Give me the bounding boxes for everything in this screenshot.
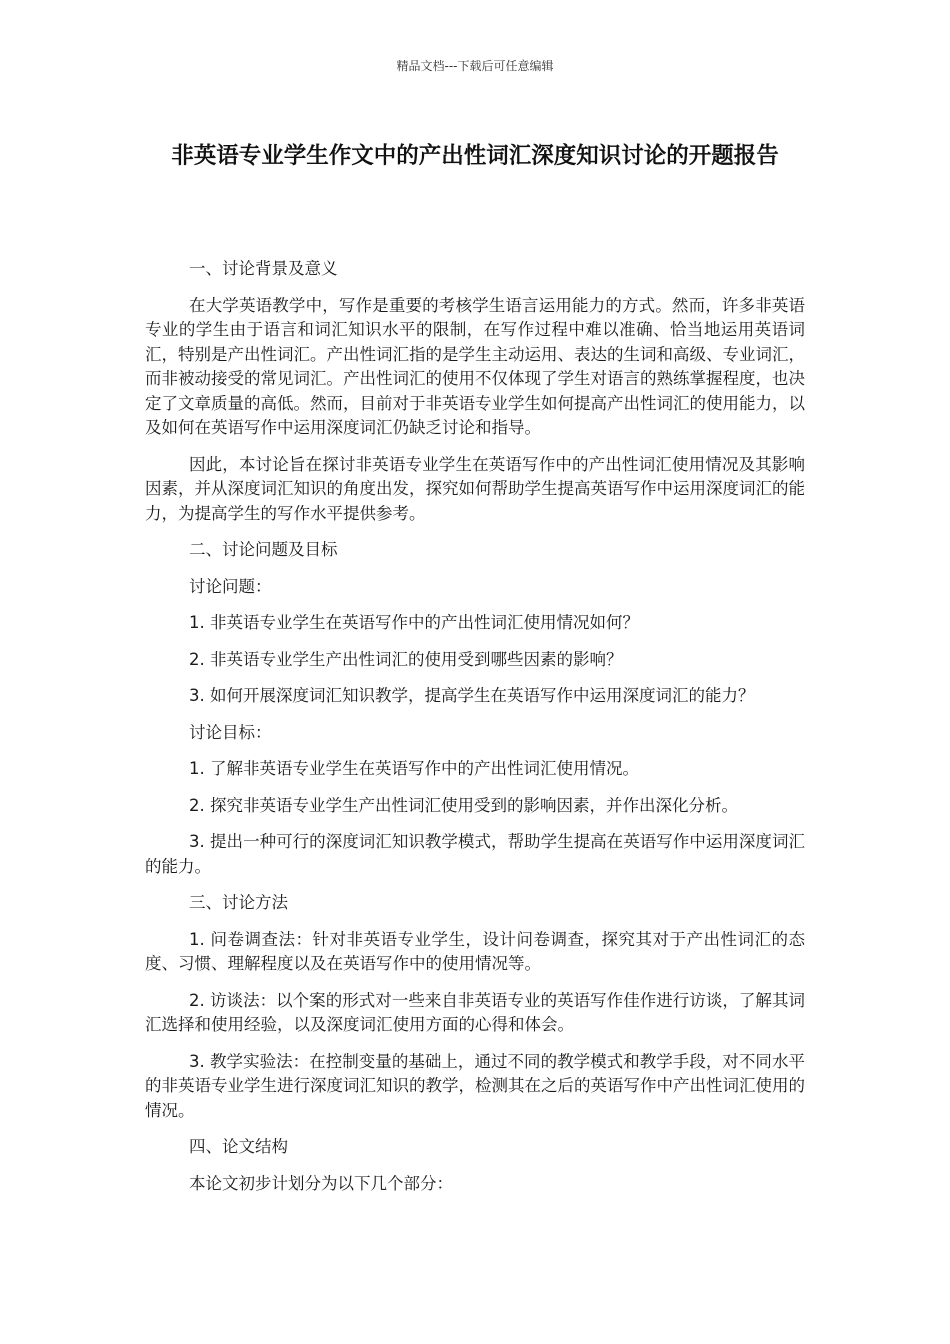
- paragraph-structure-intro: 本论文初步计划分为以下几个部分：: [189, 1173, 453, 1193]
- question-item: 2. 非英语专业学生产出性词汇的使用受到哪些因素的影响？: [189, 649, 623, 669]
- document-body: [145, 257, 805, 1208]
- question-item: 1. 非英语专业学生在英语写作中的产出性词汇使用情况如何？: [189, 613, 639, 632]
- goal-item: 1. 了解非英语专业学生在英语写作中的产出性词汇使用情况。: [189, 759, 639, 778]
- subheading-goals: 讨论目标：: [189, 722, 272, 742]
- section-heading-methods: 三、讨论方法: [189, 893, 288, 912]
- goal-item: 2. 探究非英语专业学生产出性词汇使用受到的影响因素，并作出深化分析。: [189, 795, 738, 815]
- header-note: 精品文档---下载后可任意编辑: [396, 59, 554, 73]
- method-item: 2. 访谈法：以个案的形式对一些来自非英语专业的英语写作佳作进行访谈，了解其词汇选择和使用经验，以及深度词汇使用方面的心得和体会。: [145, 990, 805, 1034]
- paragraph-background: 在大学英语教学中，写作是重要的考核学生语言运用能力的方式。然而，许多非英语专业的学生由于语言和词汇知识水平的限制，在写作过程中难以准确、恰当地运用英语词汇，特别是产出性词汇。产出性词汇指的是学生主动运用、表达的生词和高级、专业词汇，而非被动接受的常见词汇。产出性词汇的使用不仅体现了学生对语言的熟练掌握程度，也决定了文章质量的高低。然而，目前对于非英语专业学生如何提高产出性词汇的使用能力，以及如何在英语写作中运用深度词汇仍缺乏讨论和指导。: [145, 295, 805, 437]
- subheading-questions: 讨论问题：: [189, 576, 272, 596]
- goal-item: 3. 提出一种可行的深度词汇知识教学模式，帮助学生提高在英语写作中运用深度词汇的能力。: [145, 832, 805, 876]
- document-title: 非英语专业学生作文中的产出性词汇深度知识讨论的开题报告: [171, 143, 779, 169]
- section-heading-questions-goals: 二、讨论问题及目标: [189, 540, 338, 559]
- method-item: 3. 教学实验法：在控制变量的基础上，通过不同的教学模式和教学手段，对不同水平的非英语专业学生进行深度词汇知识的教学，检测其在之后的英语写作中产出性词汇使用的情况。: [145, 1051, 805, 1120]
- paragraph-purpose: 因此，本讨论旨在探讨非英语专业学生在英语写作中的产出性词汇使用情况及其影响因素，并从深度词汇知识的角度出发，探究如何帮助学生提高英语写作中运用深度词汇的能力，为提高学生的写作水平提供参考。: [145, 454, 805, 523]
- question-item: 3. 如何开展深度词汇知识教学，提高学生在英语写作中运用深度词汇的能力？: [189, 686, 755, 705]
- method-item: 1. 问卷调查法：针对非英语专业学生，设计问卷调查，探究其对于产出性词汇的态度、习惯、理解程度以及在英语写作中的使用情况等。: [145, 929, 805, 973]
- section-heading-background: 一、讨论背景及意义: [189, 259, 338, 278]
- section-heading-structure: 四、论文结构: [189, 1137, 288, 1156]
